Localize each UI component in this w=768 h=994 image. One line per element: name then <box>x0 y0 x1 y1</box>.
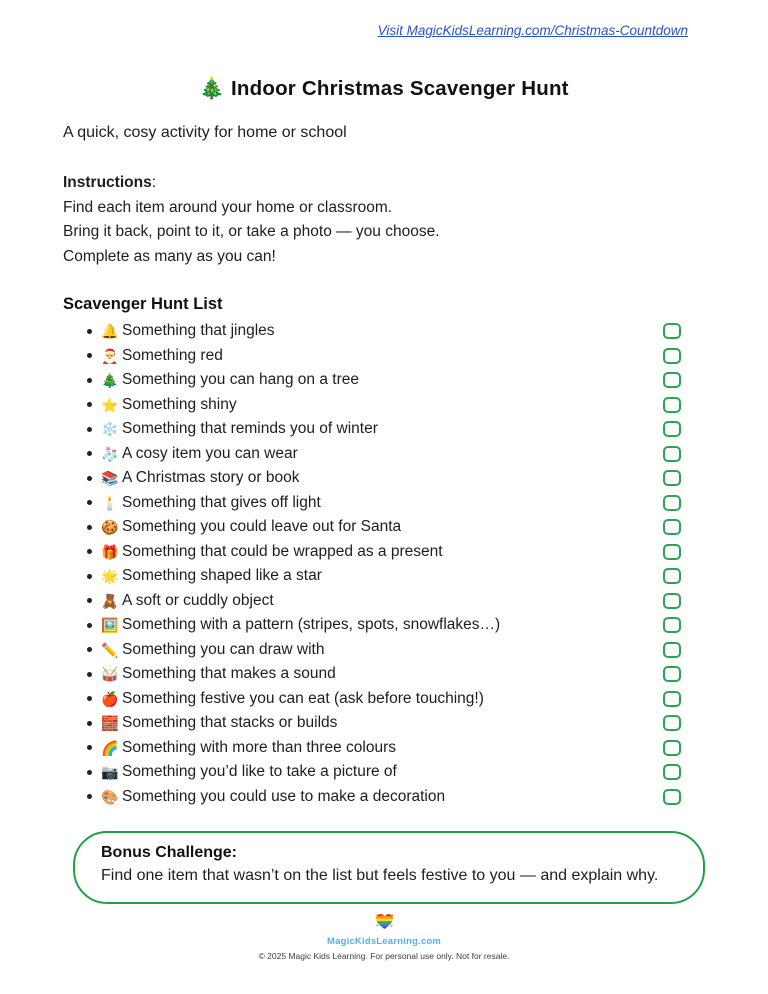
instruction-line: Find each item around your home or classroom. <box>63 198 393 216</box>
item-checkbox[interactable] <box>663 764 681 780</box>
item-checkbox[interactable] <box>663 593 681 609</box>
item-checkbox[interactable] <box>663 446 681 462</box>
item-text: Something festive you can eat (ask before touching!) <box>122 689 484 707</box>
item-text: Something that stacks or builds <box>122 714 338 732</box>
camera-icon: 📷 <box>101 764 119 781</box>
santa-icon: 🎅 <box>101 347 119 364</box>
bullet-dot <box>87 451 92 456</box>
palette-icon: 🎨 <box>101 788 119 805</box>
list-item <box>63 711 681 736</box>
item-text: A soft or cuddly object <box>122 591 274 609</box>
bullet-dot <box>87 647 92 652</box>
bullet-dot <box>87 500 92 505</box>
bullet-dot <box>87 770 92 775</box>
item-checkbox[interactable] <box>663 372 681 388</box>
footer-site-name: MagicKidsLearning.com <box>327 935 441 947</box>
item-text: A cosy item you can wear <box>122 444 298 462</box>
bullet-dot <box>87 672 92 677</box>
list-item <box>63 515 681 540</box>
item-checkbox[interactable] <box>663 666 681 682</box>
instructions-heading: Instructions: <box>63 174 157 191</box>
candle-icon: 🕯️ <box>101 494 119 511</box>
item-checkbox[interactable] <box>663 789 681 805</box>
item-text: Something you can draw with <box>122 640 325 658</box>
list-item <box>63 319 681 344</box>
bullet-dot <box>87 794 92 799</box>
drum-icon: 🥁 <box>101 666 119 683</box>
list-item <box>63 736 681 761</box>
instructions-block <box>0 171 768 269</box>
christmas-tree-icon: 🎄 <box>101 372 119 389</box>
apple-icon: 🍎 <box>101 690 119 707</box>
item-checkbox[interactable] <box>663 617 681 633</box>
page-title <box>0 77 768 101</box>
item-text: Something that jingles <box>122 322 275 340</box>
list-item <box>63 638 681 663</box>
item-text: Something that could be wrapped as a present <box>122 542 443 560</box>
item-text: Something that reminds you of winter <box>122 420 378 438</box>
subtitle: A quick, cosy activity for home or school <box>63 124 347 141</box>
item-text: Something that makes a sound <box>122 665 336 683</box>
item-text: Something shaped like a star <box>122 567 322 585</box>
instruction-line: Complete as many as you can! <box>63 247 276 265</box>
top-link-row <box>0 0 768 40</box>
bullet-dot <box>87 427 92 432</box>
bullet-dot <box>87 623 92 628</box>
item-checkbox[interactable] <box>663 568 681 584</box>
bullet-dot <box>87 745 92 750</box>
list-item <box>63 442 681 467</box>
list-item <box>63 344 681 369</box>
bonus-challenge-box <box>73 831 705 904</box>
rainbow-heart-icon <box>375 913 394 935</box>
bullet-dot <box>87 402 92 407</box>
item-checkbox[interactable] <box>663 642 681 658</box>
list-item <box>63 491 681 516</box>
bullet-dot <box>87 378 92 383</box>
item-checkbox[interactable] <box>663 740 681 756</box>
bell-icon: 🔔 <box>101 323 119 340</box>
teddy-bear-icon: 🧸 <box>101 592 119 609</box>
list-item <box>63 589 681 614</box>
item-text: Something with more than three colours <box>122 738 396 756</box>
page-title-text: Indoor Christmas Scavenger Hunt <box>231 77 569 100</box>
item-checkbox[interactable] <box>663 397 681 413</box>
christmas-tree-icon: 🎄 <box>199 77 226 100</box>
item-text: Something that gives off light <box>122 493 321 511</box>
bonus-text: Find one item that wasn’t on the list but feels festive to you — and explain why. <box>101 867 659 884</box>
item-text: Something you can hang on a tree <box>122 371 359 389</box>
item-text: A Christmas story or book <box>122 469 300 487</box>
item-text: Something red <box>122 346 223 364</box>
bullet-dot <box>87 353 92 358</box>
list-item <box>63 540 681 565</box>
bonus-title: Bonus Challenge: <box>101 844 238 861</box>
item-text: Something you could leave out for Santa <box>122 518 402 536</box>
bullet-dot <box>87 549 92 554</box>
bullet-dot <box>87 696 92 701</box>
rainbow-icon: 🌈 <box>101 739 119 756</box>
list-item <box>63 393 681 418</box>
list-item <box>63 368 681 393</box>
footer-copyright: © 2025 Magic Kids Learning. For personal use only. Not for resale. <box>258 950 510 961</box>
footer <box>0 913 768 961</box>
item-checkbox[interactable] <box>663 323 681 339</box>
bullet-dot <box>87 598 92 603</box>
item-text: Something you’d like to take a picture of <box>122 763 397 781</box>
list-item <box>63 564 681 589</box>
list-item <box>63 662 681 687</box>
item-checkbox[interactable] <box>663 495 681 511</box>
bullet-dot <box>87 574 92 579</box>
list-item <box>63 760 681 785</box>
item-checkbox[interactable] <box>663 348 681 364</box>
glowing-star-icon: 🌟 <box>101 568 119 585</box>
item-text: Something with a pattern (stripes, spots, snowflakes…) <box>122 616 501 634</box>
bullet-dot <box>87 721 92 726</box>
hunt-list <box>0 319 768 809</box>
item-checkbox[interactable] <box>663 544 681 560</box>
item-checkbox[interactable] <box>663 715 681 731</box>
list-item <box>63 613 681 638</box>
item-checkbox[interactable] <box>663 470 681 486</box>
star-icon: ⭐ <box>101 396 119 413</box>
gift-icon: 🎁 <box>101 543 119 560</box>
framed-picture-icon: 🖼️ <box>101 617 119 634</box>
books-icon: 📚 <box>101 470 119 487</box>
cookie-icon: 🍪 <box>101 519 119 536</box>
item-text: Something shiny <box>122 395 237 413</box>
snowflake-icon: ❄️ <box>101 421 119 438</box>
item-checkbox[interactable] <box>663 691 681 707</box>
bullet-dot <box>87 525 92 530</box>
list-item <box>63 785 681 810</box>
bullet-dot <box>87 476 92 481</box>
instruction-line: Bring it back, point to it, or take a photo — you choose. <box>63 223 440 240</box>
list-heading: Scavenger Hunt List <box>63 295 223 313</box>
item-text: Something you could use to make a decoration <box>122 787 446 805</box>
list-item <box>63 417 681 442</box>
item-checkbox[interactable] <box>663 421 681 437</box>
list-item <box>63 466 681 491</box>
list-item <box>63 687 681 712</box>
item-checkbox[interactable] <box>663 519 681 535</box>
socks-icon: 🧦 <box>101 445 119 462</box>
bullet-dot <box>87 329 92 334</box>
website-link[interactable]: Visit MagicKidsLearning.com/Christmas-Countdown <box>377 23 688 38</box>
brick-icon: 🧱 <box>101 715 119 732</box>
pencil-icon: ✏️ <box>101 641 119 658</box>
